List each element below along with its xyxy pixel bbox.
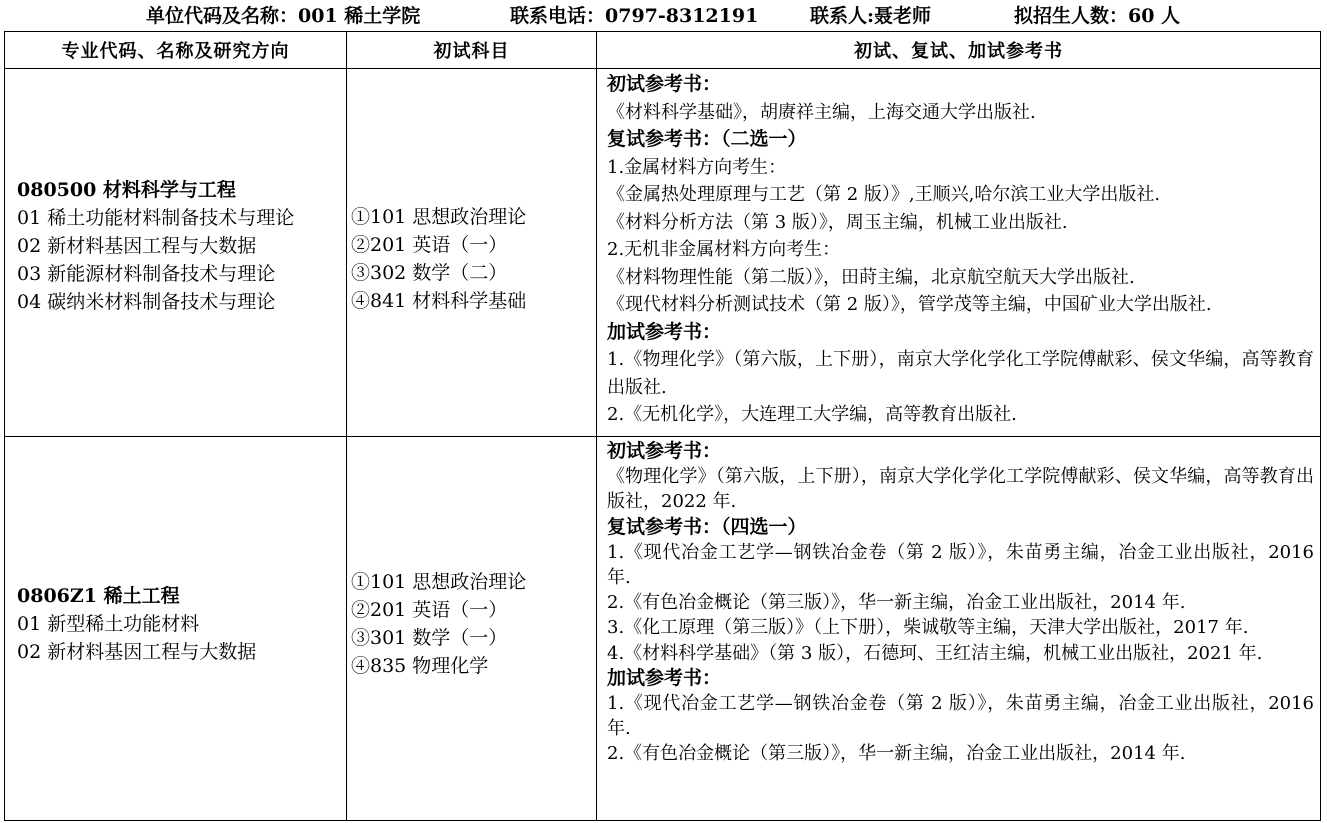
research-direction: 04 碳纳米材料制备技术与理论 bbox=[17, 290, 276, 313]
book-entry: 《材料分析方法（第 3 版）》，周玉主编，机械工业出版社. bbox=[607, 211, 1068, 233]
book-entry: 4.《材料科学基础》（第 3 版），石德珂、王红洁主编，机械工业出版社，2021 年. bbox=[607, 642, 1263, 664]
books-section-title: 初试参考书： bbox=[607, 440, 722, 462]
exam-subject: ①101 思想政治理论 bbox=[351, 570, 527, 593]
books-section-title: 复试参考书：（四选一） bbox=[607, 515, 807, 538]
research-direction: 02 新材料基因工程与大数据 bbox=[17, 640, 257, 663]
subjects-cell bbox=[347, 69, 597, 437]
major-cell bbox=[5, 437, 347, 821]
book-entry: 2.《无机化学》，大连理工大学编，高等教育出版社. bbox=[607, 404, 1017, 425]
book-entry: 《材料科学基础》，胡赓祥主编，上海交通大学出版社. bbox=[607, 101, 1036, 123]
major-code-name: 0806Z1 稀土工程 bbox=[17, 584, 180, 607]
subjects-cell bbox=[347, 437, 597, 821]
book-entry: 1.金属材料方向考生： bbox=[607, 156, 787, 178]
exam-subject: ④835 物理化学 bbox=[351, 654, 489, 677]
book-entry: 2.《有色冶金概论（第三版）》，华一新主编，冶金工业出版社，2014 年. bbox=[607, 743, 1186, 765]
books-section-title: 初试参考书： bbox=[607, 73, 722, 95]
column-header-subjects: 初试科目 bbox=[347, 32, 597, 69]
book-entry: 2.无机非金属材料方向考生： bbox=[607, 239, 841, 260]
book-entry: 1.《现代冶金工艺学—钢铁冶金卷（第 2 版）》，朱苗勇主编，冶金工业出版社，2016 年. bbox=[607, 693, 1314, 740]
exam-subject: ①101 思想政治理论 bbox=[351, 205, 527, 228]
research-direction: 03 新能源材料制备技术与理论 bbox=[17, 262, 276, 285]
exam-subject: ②201 英语（一） bbox=[351, 233, 508, 256]
table-row bbox=[5, 69, 1321, 437]
unit-code-name: 单位代码及名称：001 稀土学院 bbox=[146, 5, 421, 27]
research-direction: 01 新型稀土功能材料 bbox=[17, 612, 200, 635]
catalog-table bbox=[4, 31, 1321, 821]
table-row bbox=[5, 437, 1321, 821]
books-section-title: 加试参考书： bbox=[607, 666, 722, 689]
book-entry: 《现代材料分析测试技术（第 2 版）》，管学茂等主编，中国矿业大学出版社. bbox=[607, 294, 1212, 315]
book-entry: 3.《化工原理（第三版）》（上下册），柴诚敬等主编，天津大学出版社，2017 年. bbox=[607, 617, 1249, 639]
book-entry: 《金属热处理原理与工艺（第 2 版）》,王顺兴,哈尔滨工业大学出版社. bbox=[607, 184, 1161, 205]
exam-subject: ②201 英语（一） bbox=[351, 598, 508, 621]
exam-subject: ③301 数学（一） bbox=[351, 626, 508, 649]
enrollment-count: 拟招生人数：60 人 bbox=[1014, 5, 1181, 27]
exam-subject: ④841 材料科学基础 bbox=[351, 289, 527, 312]
book-entry: 2.《有色冶金概论（第三版）》，华一新主编，冶金工业出版社，2014 年. bbox=[607, 592, 1186, 614]
major-cell bbox=[5, 69, 347, 437]
page-header bbox=[0, 2, 1327, 30]
column-header-books: 初试、复试、加试参考书 bbox=[597, 32, 1321, 69]
books-section-title: 加试参考书： bbox=[607, 320, 722, 343]
book-entry: 1.《现代冶金工艺学—钢铁冶金卷（第 2 版）》，朱苗勇主编，冶金工业出版社，2016 年. bbox=[607, 541, 1314, 589]
research-direction: 02 新材料基因工程与大数据 bbox=[17, 234, 257, 257]
exam-subject: ③302 数学（二） bbox=[351, 261, 508, 284]
books-cell bbox=[597, 69, 1321, 437]
research-direction: 01 稀土功能材料制备技术与理论 bbox=[17, 206, 295, 229]
books-section-title: 复试参考书：（二选一） bbox=[607, 128, 807, 150]
book-entry: 《材料物理性能（第二版）》，田莳主编，北京航空航天大学出版社. bbox=[607, 266, 1135, 288]
column-header-major: 专业代码、名称及研究方向 bbox=[5, 32, 347, 69]
book-entry: 1.《物理化学》（第六版，上下册），南京大学化学化工学院傅献彩、侯文华编，高等教育出版社. bbox=[607, 349, 1314, 398]
contact-person: 联系人:聂老师 bbox=[810, 5, 932, 27]
contact-phone: 联系电话：0797-8312191 bbox=[510, 5, 759, 27]
books-cell bbox=[597, 437, 1321, 821]
major-code-name: 080500 材料科学与工程 bbox=[17, 178, 236, 201]
book-entry: 《物理化学》（第六版，上下册），南京大学化学化工学院傅献彩、侯文华编，高等教育出版社，2022 年. bbox=[607, 466, 1314, 513]
table-header-row bbox=[5, 32, 1321, 69]
